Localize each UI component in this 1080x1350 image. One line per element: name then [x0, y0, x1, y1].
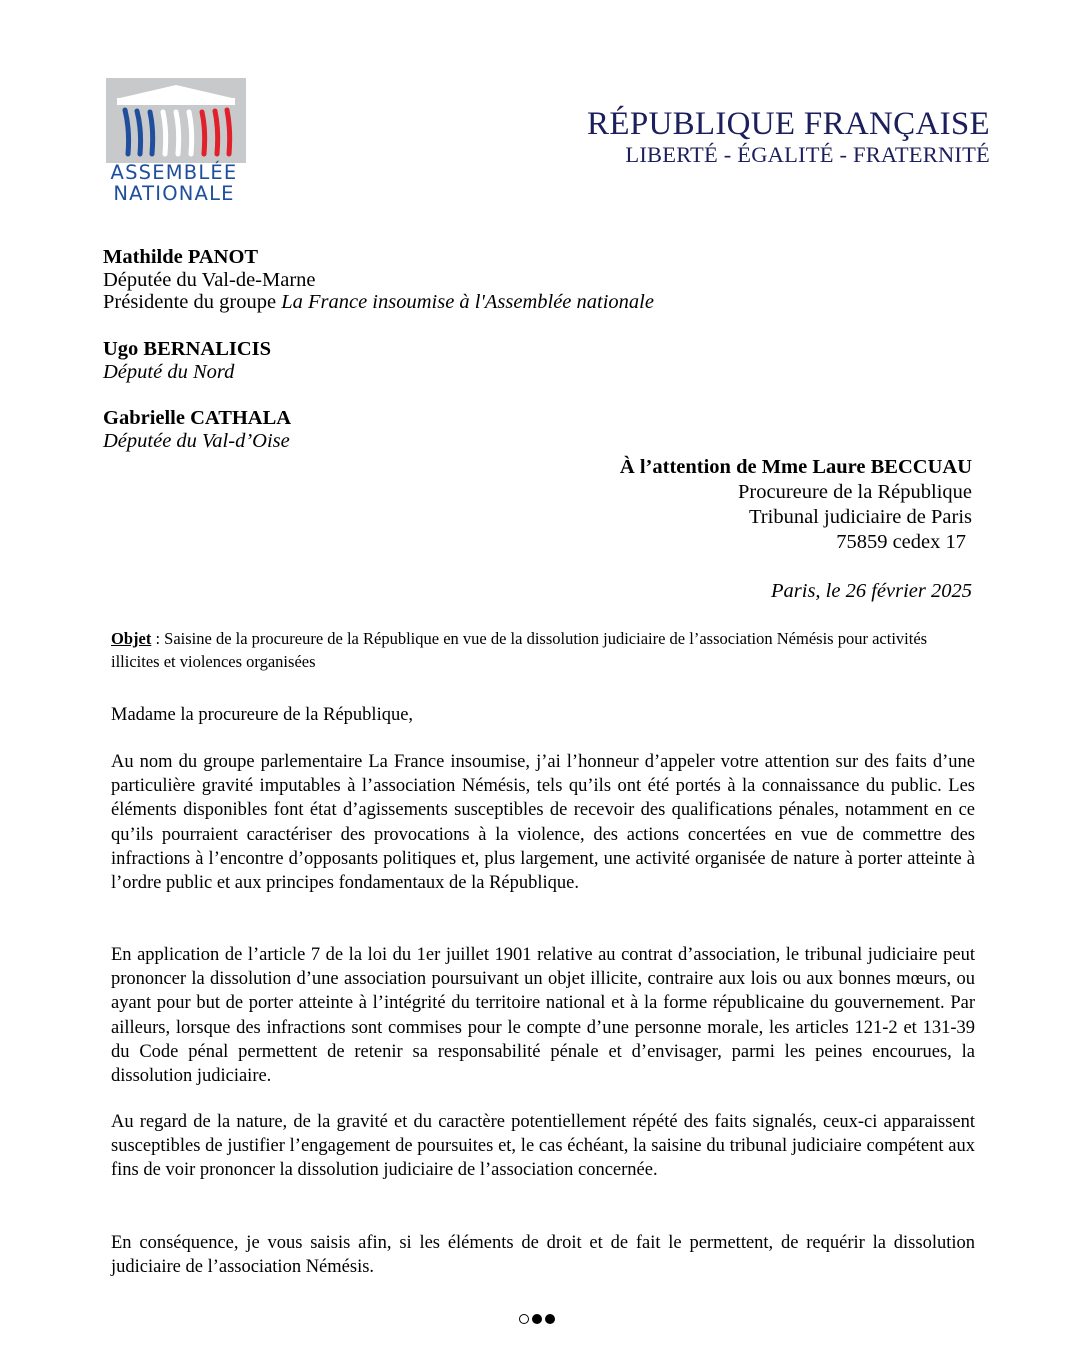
body-paragraph: Au nom du groupe parlementaire La France insoumise, j’ai l’honneur d’appeler votre attention sur des faits d’une particulière gravité imputables à l’association Némésis, tels qu’ils ont été portés à la connaissance du public. Les éléments disponibles font état d’agissements susceptibles de recevoir des qualifications pénales, notamment en ce qu’ils pourraient caractériser des provocations à la violence, des actions concertées en vue de commettre des infractions à l’encontre d’opposants politiques et, plus largement, une activité organisée de nature à porter atteinte à l’ordre public et aux principes fondamentaux de la République. [111, 752, 975, 894]
logo-background [106, 78, 246, 163]
body-paragraph: En application de l’article 7 de la loi du 1er juillet 1901 relative au contrat d’association, le tribunal judiciaire peut prononcer la dissolution d’une association poursuivant un objet illicite, contraire aux lois ou aux bonnes mœurs, ou ayant pour but de porter atteinte à l’intégrité du territoire national et à la forme républicaine du gouvernement. Par ailleurs, lorsque des infractions sont commises pour le compte d’une personne morale, les articles 121-2 et 131-39 du Code pénal permettent de retenir sa responsabilité pénale et d’envisager, parmi les peines encourues, la dissolution judiciaire. [111, 945, 975, 1087]
republic-title: RÉPUBLIQUE FRANÇAISE [587, 106, 990, 142]
subject-label: Objet [111, 629, 152, 648]
letter-subject [111, 627, 977, 673]
page-dot[interactable] [545, 1314, 555, 1324]
page-dot[interactable] [532, 1314, 542, 1324]
sender-name: Gabrielle CATHALA [103, 407, 292, 429]
sender-name: Ugo BERNALICIS [103, 338, 272, 360]
recipient-postal: 75859 cedex 17 [836, 531, 966, 553]
letter-date: Paris, le 26 février 2025 [771, 580, 972, 602]
sender-block [103, 338, 271, 383]
subject-text: : Saisine de la procureure de la République en vue de la dissolution judiciaire de l’association Némésis pour activités illicites et violences organisées [111, 629, 928, 671]
sender-role: Députée du Val-d’Oise [103, 429, 290, 452]
republic-motto: LIBERTÉ - ÉGALITÉ - FRATERNITÉ [625, 142, 990, 167]
sender-role: Député du Nord [103, 360, 235, 383]
body-paragraph: En conséquence, je vous saisis afin, si les éléments de droit et de fait le permettent, de requérir la dissolution judiciaire de l’association Némésis. [111, 1233, 975, 1278]
assemblee-nationale-logo [101, 78, 247, 208]
sender-name: Mathilde PANOT [103, 246, 259, 268]
sender-role-group [103, 291, 654, 314]
assemblee-nationale-logo-icon [106, 78, 246, 163]
recipient-title: Procureure de la République [738, 481, 972, 503]
sender-group-name: La France insoumise à l'Assemblée nationale [281, 291, 654, 313]
body-paragraph: Au regard de la nature, de la gravité et du caractère potentiellement répété des faits signalés, ceux-ci apparaissent susceptibles de justifier l’engagement de poursuites et, le cas échéant, la saisine du tribunal judiciaire compétent aux fins de voir prononcer la dissolution judiciaire de l’association concernée. [111, 1112, 975, 1181]
sender-role: Députée du Val-de-Marne [103, 268, 316, 291]
sender-role-prefix: Présidente du groupe [103, 291, 282, 313]
page-dot-current[interactable] [519, 1314, 529, 1324]
recipient-block [620, 455, 972, 555]
logo-text-line2: NATIONALE [113, 182, 235, 205]
recipient-attention: À l’attention de Mme Laure BECCUAU [619, 456, 972, 478]
salutation: Madame la procureure de la République, [111, 705, 414, 725]
sender-block [103, 246, 654, 314]
recipient-court: Tribunal judiciaire de Paris [749, 506, 972, 528]
logo-text-line1: ASSEMBLÉE [110, 161, 238, 184]
republic-header [587, 106, 990, 168]
sender-block [103, 407, 291, 452]
page-indicator-dots-icon[interactable] [519, 1314, 555, 1324]
